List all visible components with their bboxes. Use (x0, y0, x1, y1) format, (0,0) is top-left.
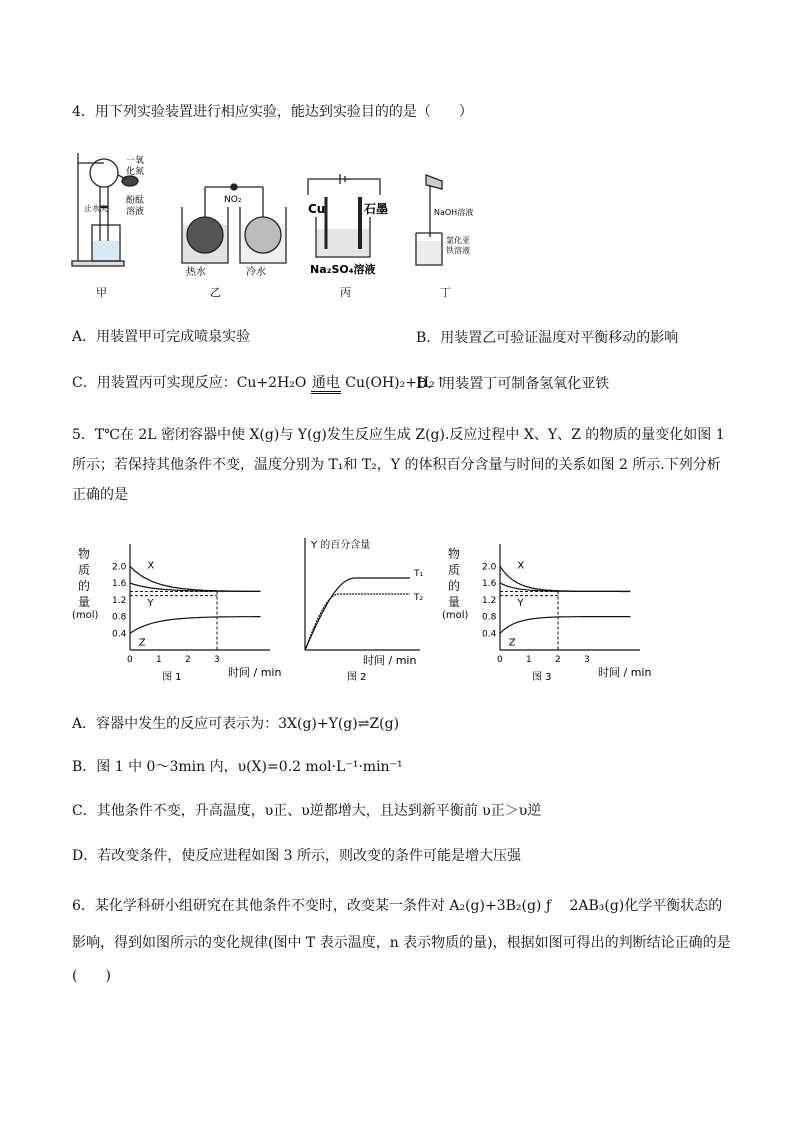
series-Z-line (130, 617, 261, 634)
caption-yi: 乙 (210, 286, 221, 299)
x-tick-label: 3 (214, 655, 220, 665)
y-unit: (mol) (442, 610, 469, 621)
series-label-x: X (147, 560, 155, 572)
y-tick-label: 2.0 (112, 562, 127, 573)
y-tick-label: 1.6 (112, 579, 127, 590)
figure-caption: 图 2 (347, 672, 367, 683)
series-label-y: Y (147, 597, 154, 609)
q5-figures (70, 532, 652, 692)
x-tick-label: 1 (526, 655, 532, 665)
series-T2-line (305, 594, 410, 650)
q4-option-c (72, 373, 447, 393)
x-tick-label: 1 (156, 655, 162, 665)
y-tick-label: 1.2 (112, 595, 127, 606)
q4-apparatus-figure (70, 145, 490, 297)
yi-label-cold: 冷水 (246, 267, 266, 278)
caption-ding: 丁 (440, 286, 451, 299)
x-tick-label: 3 (584, 655, 590, 665)
x-tick-label: 0 (127, 655, 133, 665)
jia-label-2: 化氮 (126, 167, 145, 177)
series-label-y: Y (517, 597, 524, 609)
q5-option-a: A．容器中发生的反应可表示为：3X(g)+Y(g)⇌Z(g) (72, 716, 400, 732)
q4-option-a: A．用装置甲可完成喷泉实验 (72, 329, 251, 345)
q5-stem-line1: 5．T℃在 2L 密闭容器中使 X(g)与 Y(g)发生反应生成 Z(g).反应过程中 X、Y、Z 的物质的量变化如图 1 (72, 427, 725, 443)
series-Z-line (500, 617, 631, 634)
q6-stem-line1: 6．某化学科研小组研究在其他条件不变时，改变某一条件对 A₂(g)+3B₂(g) ƒ 2AB₃(g)化学平衡状态的 (72, 898, 723, 914)
q4-option-c-text: C．用装置丙可实现反应：Cu+2H₂O (72, 375, 311, 391)
x-tick-label: 0 (497, 655, 503, 665)
series-label-t2: T₂ (414, 593, 424, 603)
ding-label-fe-1: 氯化亚 (446, 236, 470, 245)
q5-option-d: D．若改变条件，使反应进程如图 3 所示，则改变的条件可能是增大压强 (72, 848, 522, 864)
q6-stem-line3: ( ) (72, 968, 111, 984)
ding-label-naoh: NaOH溶液 (434, 208, 474, 217)
ylabel-char: 质 (78, 563, 91, 577)
series-label-t1: T₁ (414, 569, 424, 579)
ding-label-fe-2: 铁溶液 (446, 246, 470, 255)
y-tick-label: 0.4 (112, 629, 127, 640)
y-tick-label: 0.8 (112, 612, 127, 623)
q6-stem-line2: 影响，得到如图所示的变化规律(图中 T 表示温度，n 表示物质的量)，根据如图可得出的判断结论正确的是 (72, 935, 731, 951)
figure-caption: 图 1 (162, 672, 182, 683)
bing-label-graphite: 石墨 (364, 202, 389, 216)
yi-label-no2: NO₂ (224, 195, 242, 205)
series-label-z: Z (138, 637, 146, 649)
x-tick-label: 2 (185, 655, 191, 665)
figure-caption: 图 3 (532, 672, 552, 683)
x-axis-label: 时间 / min (363, 654, 417, 667)
bing-label-solution: Na₂SO₄溶液 (310, 263, 376, 276)
y-tick-label: 1.2 (482, 595, 497, 606)
q5-stem-line2: 所示；若保持其他条件不变，温度分别为 T₁和 T₂，Y 的体积百分含量与时间的关系如图 2 所示.下列分析 (72, 457, 721, 473)
series-label-z: Z (508, 637, 516, 649)
q4-option-c-product: Cu(OH)₂+H₂↑ (340, 375, 447, 391)
q4-option-d: D．用装置丁可制备氢氧化亚铁 (416, 376, 610, 392)
ylabel-char: 的 (78, 579, 91, 593)
bing-label-cu: Cu (308, 202, 326, 216)
jia-label-5: 溶液 (126, 207, 145, 217)
q4-stem: 4．用下列实验装置进行相应实验，能达到实验目的的是（ ） (72, 104, 473, 120)
y-tick-label: 1.6 (482, 579, 497, 590)
ylabel-char: 物 (78, 547, 91, 561)
ylabel-char: 的 (448, 579, 461, 593)
q4-option-b: B．用装置乙可验证温度对平衡移动的影响 (416, 330, 679, 346)
caption-bing: 丙 (340, 286, 351, 299)
q5-option-c: C．其他条件不变，升高温度，υ正、υ逆都增大，且达到新平衡前 υ正＞υ逆 (72, 803, 542, 819)
caption-jia: 甲 (96, 286, 107, 299)
q4-option-c-condition: 通电 (311, 375, 341, 394)
apparatus-ding (416, 175, 442, 265)
ylabel-char: 质 (448, 563, 461, 577)
y-tick-label: 2.0 (482, 562, 497, 573)
y-tick-label: 0.8 (482, 612, 497, 623)
x-axis-label: 时间 / min (228, 666, 282, 679)
jia-label-3: 止水夹 (84, 204, 108, 213)
yi-label-hot: 热水 (186, 267, 206, 278)
jia-label-4: 酚酞 (126, 196, 145, 206)
q5-stem-line3: 正确的是 (72, 487, 128, 503)
y-unit: (mol) (72, 610, 99, 621)
jia-label-1: 一氧 (126, 156, 145, 166)
fig2-y-axis-label: Y 的百分含量 (311, 540, 371, 551)
y-tick-label: 0.4 (482, 629, 497, 640)
x-axis-label: 时间 / min (598, 666, 652, 679)
x-tick-label: 2 (555, 655, 561, 665)
ylabel-char: 量 (78, 595, 91, 609)
series-label-x: X (517, 560, 525, 572)
ylabel-char: 量 (448, 595, 461, 609)
q5-option-b: B．图 1 中 0～3min 内，υ(X)=0.2 mol·L⁻¹·min⁻¹ (72, 759, 403, 775)
ylabel-char: 物 (448, 547, 461, 561)
